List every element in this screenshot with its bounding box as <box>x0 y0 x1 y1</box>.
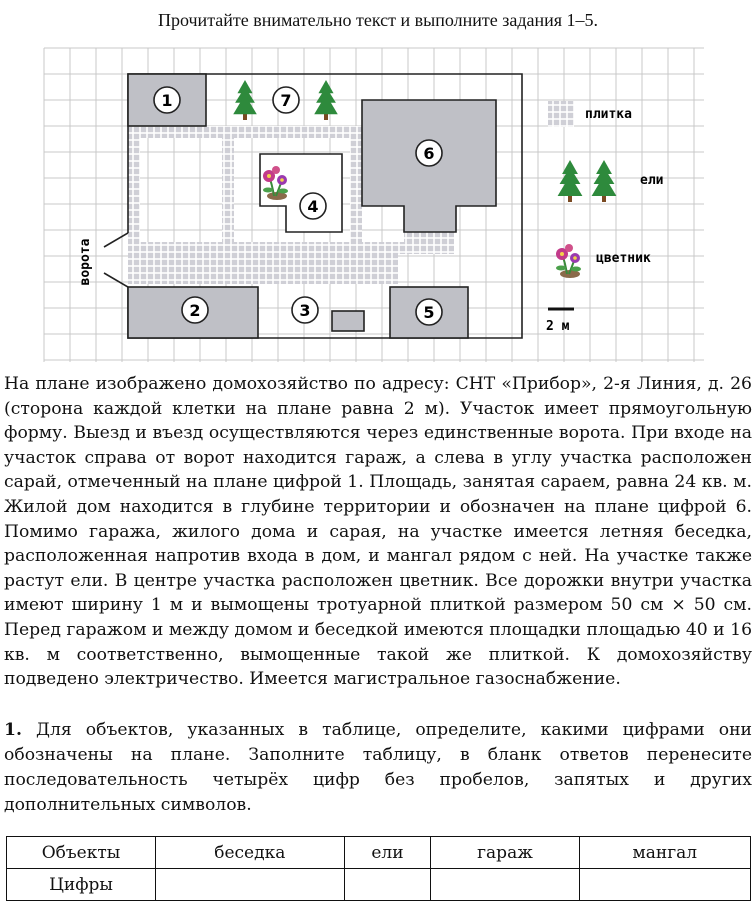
object-label-7 <box>273 87 299 113</box>
svg-text:3: 3 <box>299 301 311 320</box>
task-1-body: Для объектов, указанных в таблице, определите, какими цифрами они обозначены на плане. Заполните таблицу, в бланк ответов перенесите последовательность четырёх цифр без пробелов, запятых и других дополнительных символов. <box>4 720 752 815</box>
svg-text:2: 2 <box>189 301 201 320</box>
site-plan <box>0 44 756 366</box>
description-paragraph: На плане изображено домохозяйство по адресу: СНТ «Прибор», 2-я Линия, д. 26 (сторона каждой клетки на плане равна 2 м). Участок имеет прямоугольную форму. Выезд и въезд осуществляются через единственные ворота. При входе на участок справа от ворот находится гараж, а слева в углу участка расположен сарай, отмеченный на плане цифрой 1. Площадь, занятая сараем, равна 24 кв. м. Жилой дом находится в глубине территории и обозначен на плане цифрой 6. Помимо гаража, жилого дома и сарая, на участке имеется летняя беседка, расположенная напротив входа в дом, и мангал рядом с ней. На участке также растут ели. В центре участка расположен цветник. Все дорожки внутри участка имеют ширину 1 м и вымощены тротуарной плиткой размером 50 см × 50 см. Перед гаражом и между домом и беседкой имеются площадки площадью 40 и 16 кв. м соответственно, вымощенные такой же плиткой. К домохозяйству подведено электричество. Имеется магистральное газоснабжение. <box>4 374 752 690</box>
answer-cell[interactable] <box>344 869 431 901</box>
fir-tree-icon <box>592 160 617 202</box>
table-row-objects <box>7 837 751 869</box>
object-label-6 <box>416 140 442 166</box>
table-cell: гараж <box>431 837 579 869</box>
table-cell: мангал <box>579 837 750 869</box>
table-cell: Цифры <box>7 869 156 901</box>
object-label-2 <box>182 297 208 323</box>
legend-tile-swatch <box>548 101 574 127</box>
svg-text:6: 6 <box>423 144 435 163</box>
task-1-text <box>4 718 752 818</box>
task-1-number: 1. <box>4 720 22 740</box>
answer-cell[interactable] <box>156 869 345 901</box>
svg-text:5: 5 <box>423 303 435 322</box>
object-label-4 <box>300 193 326 219</box>
object-label-5 <box>416 299 442 325</box>
svg-text:4: 4 <box>307 197 319 216</box>
answer-cell[interactable] <box>579 869 750 901</box>
legend-tiles-label: плитка <box>585 107 632 122</box>
legend-firs-label: ели <box>640 173 664 188</box>
legend-scale-label: 2 м <box>546 319 570 334</box>
svg-text:1: 1 <box>161 91 173 110</box>
object-label-3 <box>292 297 318 323</box>
object-label-1 <box>154 87 180 113</box>
flower-icon <box>556 244 581 278</box>
answer-cell[interactable] <box>431 869 579 901</box>
gate-label: ворота <box>78 238 93 286</box>
table-cell: Объекты <box>7 837 156 869</box>
table-cell: ели <box>344 837 431 869</box>
svg-text:7: 7 <box>280 91 292 110</box>
table-row-digits <box>7 869 751 901</box>
table-cell: беседка <box>156 837 345 869</box>
grill <box>332 311 364 331</box>
legend-flowerbed-label: цветник <box>596 251 651 266</box>
answer-table <box>6 836 751 901</box>
fir-tree-icon <box>558 160 583 202</box>
page-title: Прочитайте внимательно текст и выполните задания 1–5. <box>157 10 599 30</box>
